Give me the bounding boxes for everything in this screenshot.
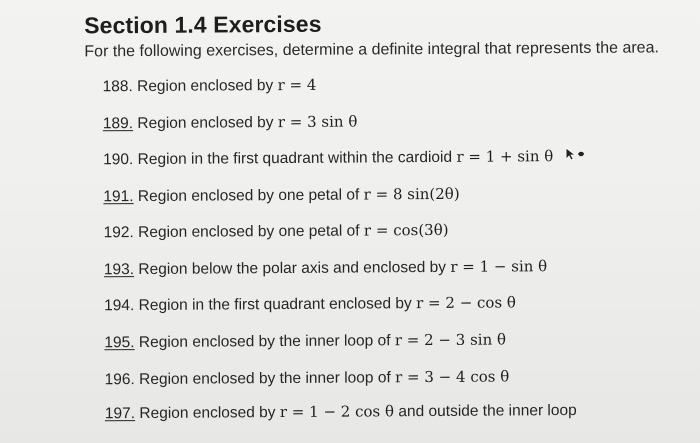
exercise-text: Region enclosed by the inner loop of: [138, 332, 391, 352]
exercise-193: [104, 257, 547, 279]
exercise-text: Region enclosed by one petal of: [137, 186, 360, 206]
exercise-equation: r = 1 + sin θ: [456, 147, 554, 166]
exercise-196: [105, 367, 510, 389]
exercise-number-link[interactable]: 195.: [104, 334, 135, 352]
exercise-number-link[interactable]: 191.: [103, 188, 134, 206]
mouse-pointer-icon: [564, 147, 586, 166]
exercise-text: Region below the polar axis and enclosed by: [138, 258, 447, 279]
exercise-equation: r = 8 sin(2θ): [363, 184, 460, 204]
exercise-number: 194.: [104, 297, 135, 315]
exercise-text: Region in the first quadrant enclosed by: [138, 295, 412, 315]
exercise-number: 188.: [102, 78, 133, 96]
exercise-equation: r = 2 − cos θ: [416, 293, 516, 313]
exercise-192: [104, 221, 449, 242]
exercise-number-link[interactable]: 189.: [102, 115, 134, 133]
exercise-equation: r = 1 − sin θ: [450, 257, 548, 276]
exercise-190: [103, 147, 586, 170]
exercise-number: 196.: [104, 371, 135, 389]
exercise-equation: r = 3 sin θ: [277, 112, 358, 132]
exercise-194: [104, 293, 516, 315]
exercise-text: Region enclosed by: [137, 114, 274, 133]
exercise-number-link[interactable]: 193.: [103, 261, 135, 279]
section-title: Section 1.4 Exercises: [84, 10, 322, 39]
exercise-equation: r = 4: [277, 75, 317, 95]
exercise-equation: r = cos(3θ): [363, 220, 449, 240]
instructions-text: For the following exercises, determine a definite integral that represents the area.: [84, 39, 659, 61]
exercise-suffix: and outside the inner loop: [398, 401, 577, 421]
exercise-191: [103, 185, 459, 206]
exercise-text: Region enclosed by one petal of: [138, 222, 360, 242]
exercise-equation: r = 2 − 3 sin θ: [394, 330, 507, 350]
exercise-number-link[interactable]: 197.: [104, 405, 136, 423]
exercise-197: [105, 401, 577, 423]
exercise-text: Region enclosed by: [137, 77, 274, 96]
exercise-195: [104, 330, 506, 352]
exercise-equation: r = 1 − 2 cos θ: [279, 402, 395, 422]
exercise-text: Region enclosed by: [139, 404, 276, 423]
exercise-189: [103, 113, 358, 134]
exercise-text: Region enclosed by the inner loop of: [139, 369, 391, 389]
exercise-number: 192.: [103, 224, 134, 242]
exercise-equation: r = 3 − 4 cos θ: [395, 367, 510, 387]
exercise-number: 190.: [103, 151, 134, 169]
exercise-188: [103, 76, 317, 96]
exercise-text: Region in the first quadrant within the cardioid: [137, 148, 453, 169]
